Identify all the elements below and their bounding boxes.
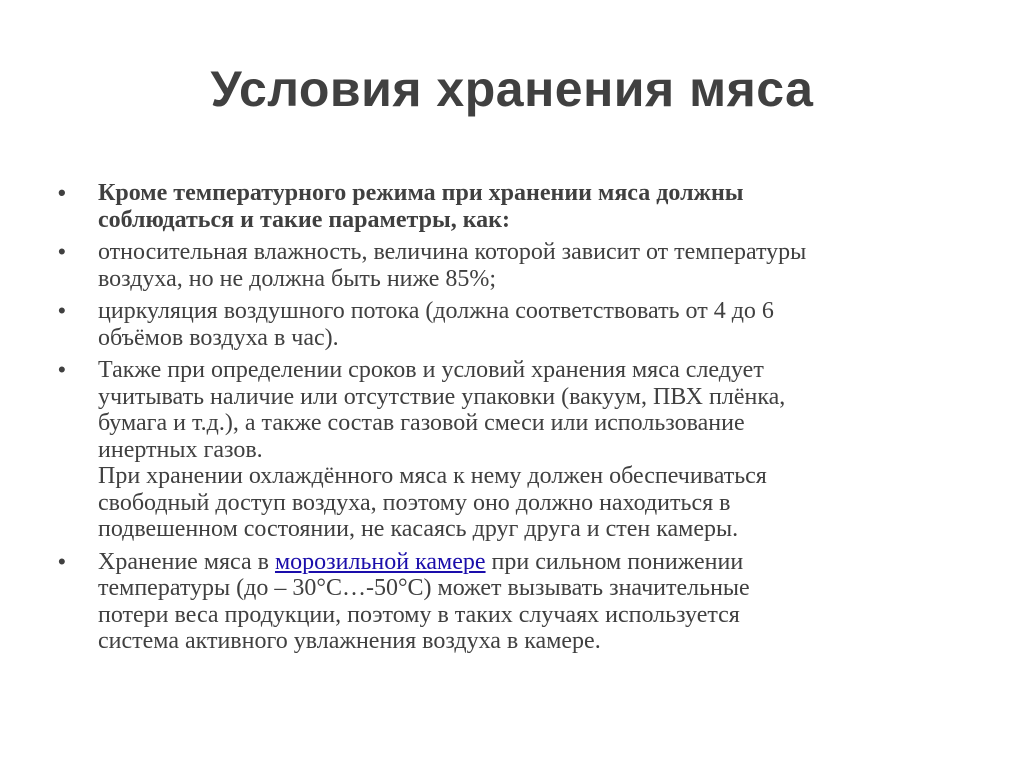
bullet-list xyxy=(58,180,938,661)
bullet-text-suffix: при сильном понижении xyxy=(485,548,744,575)
bullet-item-air-circulation xyxy=(58,298,938,351)
bullet-text-prefix: Хранение мяса в xyxy=(98,548,275,575)
bullet-marker: • xyxy=(58,548,66,574)
bullet-marker: • xyxy=(58,180,66,205)
bullet-marker: • xyxy=(58,357,66,382)
bullet-text-line: Также при определении сроков и условий хранения мяса следует xyxy=(98,357,764,383)
bullet-text-line: относительная влажность, величина которой зависит от температуры xyxy=(98,239,807,265)
bullet-text-line: циркуляция воздушного потока (должна соответствовать от 4 до 6 xyxy=(98,298,774,324)
bullet-item-packaging xyxy=(58,357,938,543)
bullet-text-line: учитывать наличие или отсутствие упаковки (вакуум, ПВХ плёнка, xyxy=(98,383,786,410)
bullet-text-line: бумага и т.д.), а также состав газовой смеси или использование xyxy=(98,410,745,436)
bullet-item-humidity xyxy=(58,239,938,292)
bullet-text-line: Кроме температурного режима при хранении мяса должны xyxy=(98,180,744,206)
bullet-text-line-with-link xyxy=(98,549,938,576)
bullet-text-line: При хранении охлаждённого мяса к нему должен обеспечиваться xyxy=(98,463,767,489)
bullet-text-line: система активного увлажнения воздуха в камере. xyxy=(98,628,601,654)
freezer-link[interactable]: морозильной камере xyxy=(274,548,486,575)
bullet-text-line: температуры (до – 30°С…-50°С) может вызывать значительные xyxy=(98,575,750,601)
bullet-item-freezer xyxy=(58,549,938,655)
bullet-marker: • xyxy=(58,239,66,264)
bullet-text-line: соблюдаться и такие параметры, как: xyxy=(98,206,510,233)
bullet-item-intro xyxy=(58,180,938,233)
bullet-text-line: подвешенном состоянии, не касаясь друг друга и стен камеры. xyxy=(98,516,739,542)
bullet-text-line: объёмов воздуха в час). xyxy=(98,324,339,351)
slide-title: Условия хранения мяса xyxy=(210,61,814,117)
bullet-text-line: свободный доступ воздуха, поэтому оно должно находиться в xyxy=(98,489,731,516)
bullet-text-line: воздуха, но не должна быть ниже 85%; xyxy=(98,265,497,292)
bullet-text-line: потери веса продукции, поэтому в таких случаях используется xyxy=(98,601,740,628)
bullet-text-line: инертных газов. xyxy=(98,436,263,463)
bullet-marker: • xyxy=(58,298,66,323)
